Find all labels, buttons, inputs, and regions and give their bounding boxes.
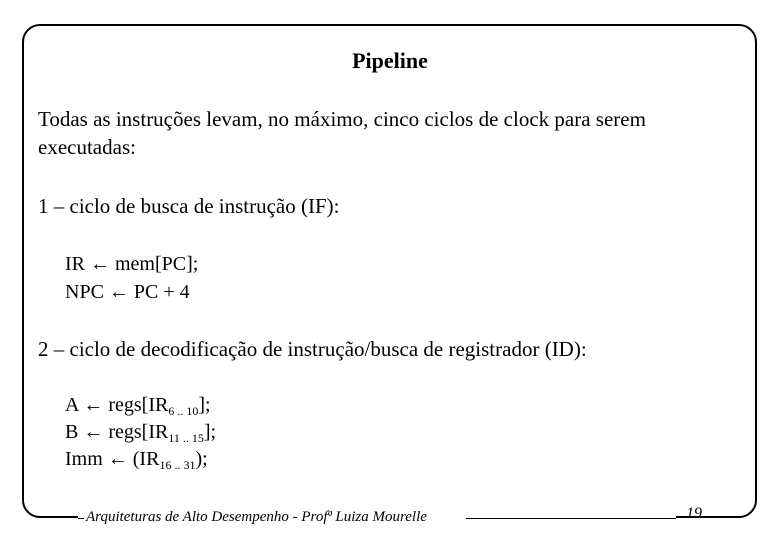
footer-rule-left	[78, 518, 84, 519]
step1-code-line: NPC ← PC + 4	[65, 281, 190, 303]
intro-line-2: executadas:	[38, 135, 136, 159]
code-rhs: );	[195, 448, 208, 470]
code-subscript: 16 .. 31	[159, 458, 196, 472]
page-number: 19	[686, 505, 702, 522]
step2-code-line	[65, 446, 208, 473]
footer-credit: Arquiteturas de Alto Desempenho - Profª Luiza Mourelle	[86, 509, 427, 525]
step2-heading: 2 – ciclo de decodificação de instrução/busca de registrador (ID):	[38, 337, 587, 361]
code-rhs: ];	[198, 394, 211, 416]
code-lhs: B ← regs[IR	[65, 421, 169, 443]
code-rhs: ];	[203, 421, 217, 443]
intro-line-1: Todas as instruções levam, no máximo, cinco ciclos de clock para serem	[38, 107, 646, 131]
step1-heading: 1 – ciclo de busca de instrução (IF):	[38, 194, 340, 218]
step1-code-line: IR ← mem[PC];	[65, 253, 199, 275]
code-subscript: 11 .. 15	[168, 431, 204, 445]
code-lhs: Imm ← (IR	[65, 448, 160, 470]
code-subscript: 6 .. 10	[168, 404, 199, 418]
code-lhs: A ← regs[IR	[65, 394, 169, 416]
step2-code-line	[65, 419, 216, 446]
footer-rule-right	[466, 518, 676, 519]
step2-code-line	[65, 392, 211, 419]
slide-title: Pipeline	[352, 48, 428, 73]
